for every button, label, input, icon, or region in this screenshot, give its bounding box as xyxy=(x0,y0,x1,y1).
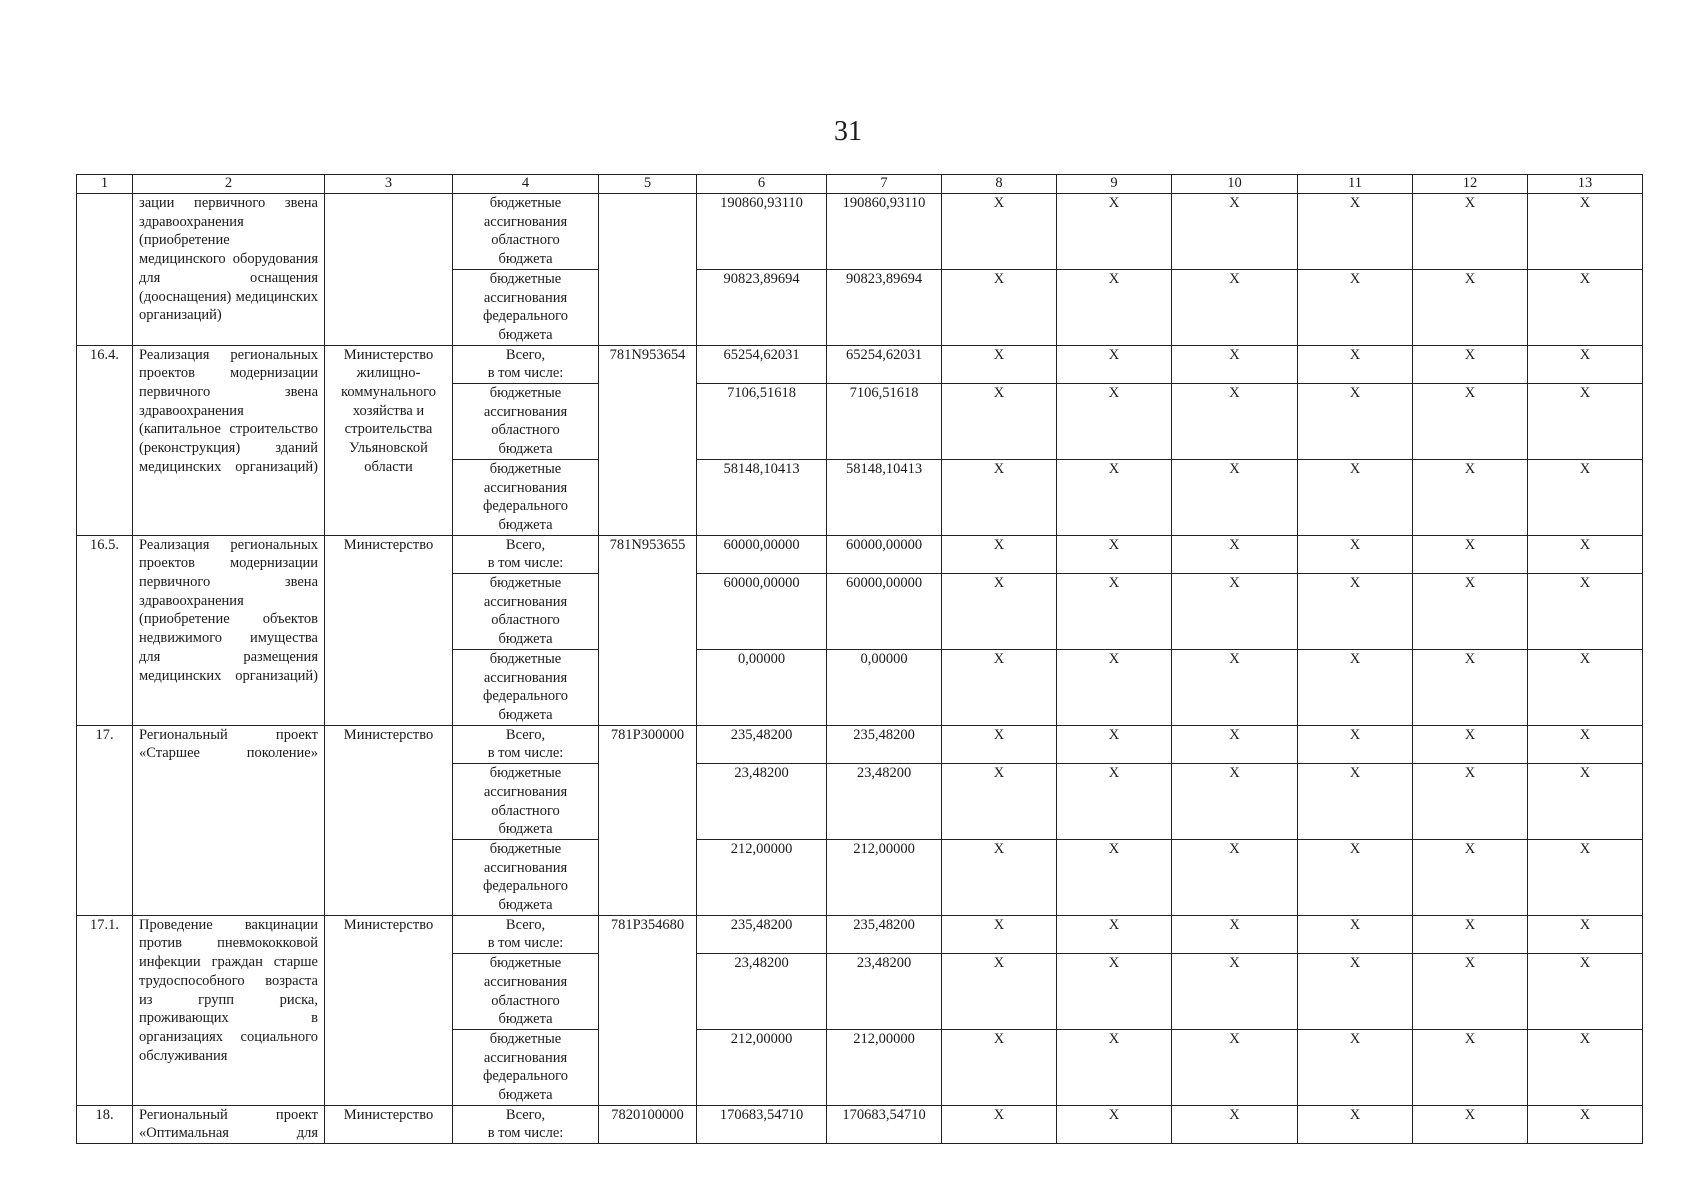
funding-source: бюджетные ассигнования федерального бюджета xyxy=(453,269,599,345)
x-mark-col-11: X xyxy=(1298,1029,1413,1105)
amount-col-6: 60000,00000 xyxy=(697,535,827,573)
amount-col-7: 65254,62031 xyxy=(827,345,942,383)
amount-col-7: 58148,10413 xyxy=(827,459,942,535)
funding-source: Всего, в том числе: xyxy=(453,725,599,763)
x-mark-col-8: X xyxy=(942,839,1057,915)
amount-col-7: 235,48200 xyxy=(827,725,942,763)
x-mark-col-10: X xyxy=(1172,764,1298,840)
x-mark-col-13: X xyxy=(1528,1105,1643,1143)
item-number: 17. xyxy=(77,725,133,915)
x-mark-col-8: X xyxy=(942,269,1057,345)
amount-col-6: 190860,93110 xyxy=(697,194,827,270)
x-mark-col-11: X xyxy=(1298,839,1413,915)
executor: Министерство xyxy=(325,915,453,1105)
x-mark-col-9: X xyxy=(1057,574,1172,650)
budget-code: 781N953654 xyxy=(599,345,697,535)
column-number-cell: 2 xyxy=(133,175,325,194)
x-mark-col-11: X xyxy=(1298,1105,1413,1143)
x-mark-col-11: X xyxy=(1298,194,1413,270)
amount-col-6: 90823,89694 xyxy=(697,269,827,345)
x-mark-col-9: X xyxy=(1057,1105,1172,1143)
x-mark-col-13: X xyxy=(1528,345,1643,383)
x-mark-col-10: X xyxy=(1172,839,1298,915)
item-number: 16.4. xyxy=(77,345,133,535)
amount-col-7: 60000,00000 xyxy=(827,535,942,573)
amount-col-6: 212,00000 xyxy=(697,839,827,915)
amount-col-7: 212,00000 xyxy=(827,1029,942,1105)
x-mark-col-9: X xyxy=(1057,764,1172,840)
x-mark-col-13: X xyxy=(1528,1029,1643,1105)
column-number-cell: 3 xyxy=(325,175,453,194)
amount-col-7: 212,00000 xyxy=(827,839,942,915)
funding-source: бюджетные ассигнования областного бюджета xyxy=(453,194,599,270)
amount-col-7: 7106,51618 xyxy=(827,384,942,460)
x-mark-col-12: X xyxy=(1413,345,1528,383)
x-mark-col-9: X xyxy=(1057,839,1172,915)
funding-source: бюджетные ассигнования федерального бюджета xyxy=(453,649,599,725)
amount-col-6: 7106,51618 xyxy=(697,384,827,460)
table-row xyxy=(77,535,1643,573)
funding-source: Всего, в том числе: xyxy=(453,1105,599,1143)
x-mark-col-10: X xyxy=(1172,459,1298,535)
x-mark-col-10: X xyxy=(1172,194,1298,270)
x-mark-col-9: X xyxy=(1057,384,1172,460)
amount-col-7: 235,48200 xyxy=(827,915,942,953)
x-mark-col-11: X xyxy=(1298,725,1413,763)
column-number-cell: 6 xyxy=(697,175,827,194)
x-mark-col-9: X xyxy=(1057,649,1172,725)
x-mark-col-10: X xyxy=(1172,535,1298,573)
x-mark-col-10: X xyxy=(1172,1029,1298,1105)
x-mark-col-8: X xyxy=(942,725,1057,763)
x-mark-col-11: X xyxy=(1298,649,1413,725)
x-mark-col-12: X xyxy=(1413,269,1528,345)
amount-col-6: 235,48200 xyxy=(697,725,827,763)
x-mark-col-12: X xyxy=(1413,194,1528,270)
amount-col-6: 23,48200 xyxy=(697,954,827,1030)
x-mark-col-13: X xyxy=(1528,764,1643,840)
executor: Министерство жилищно-коммунального хозяйства и строительства Ульяновской области xyxy=(325,345,453,535)
executor xyxy=(325,194,453,346)
item-number xyxy=(77,194,133,346)
budget-table xyxy=(76,174,1643,1144)
x-mark-col-13: X xyxy=(1528,649,1643,725)
column-number-cell: 8 xyxy=(942,175,1057,194)
executor: Министерство xyxy=(325,725,453,915)
column-number-cell: 5 xyxy=(599,175,697,194)
x-mark-col-10: X xyxy=(1172,345,1298,383)
x-mark-col-12: X xyxy=(1413,459,1528,535)
x-mark-col-12: X xyxy=(1413,725,1528,763)
x-mark-col-8: X xyxy=(942,459,1057,535)
amount-col-6: 235,48200 xyxy=(697,915,827,953)
x-mark-col-13: X xyxy=(1528,725,1643,763)
budget-code: 781P354680 xyxy=(599,915,697,1105)
column-number-cell: 1 xyxy=(77,175,133,194)
budget-table-body xyxy=(77,175,1643,1144)
x-mark-col-8: X xyxy=(942,915,1057,953)
x-mark-col-12: X xyxy=(1413,649,1528,725)
executor: Министерство xyxy=(325,535,453,725)
amount-col-6: 60000,00000 xyxy=(697,574,827,650)
x-mark-col-11: X xyxy=(1298,764,1413,840)
column-number-cell: 9 xyxy=(1057,175,1172,194)
x-mark-col-11: X xyxy=(1298,954,1413,1030)
x-mark-col-10: X xyxy=(1172,649,1298,725)
x-mark-col-13: X xyxy=(1528,269,1643,345)
amount-col-7: 170683,54710 xyxy=(827,1105,942,1143)
x-mark-col-9: X xyxy=(1057,459,1172,535)
x-mark-col-8: X xyxy=(942,649,1057,725)
table-row xyxy=(77,1105,1643,1143)
amount-col-6: 23,48200 xyxy=(697,764,827,840)
item-name: зации первичного звена здравоохранения (приобретение медицинского оборудования для оснащения (дооснащения) медицинских организаций) xyxy=(133,194,325,346)
x-mark-col-8: X xyxy=(942,574,1057,650)
budget-code: 781P300000 xyxy=(599,725,697,915)
x-mark-col-8: X xyxy=(942,954,1057,1030)
x-mark-col-8: X xyxy=(942,384,1057,460)
x-mark-col-10: X xyxy=(1172,384,1298,460)
x-mark-col-11: X xyxy=(1298,269,1413,345)
x-mark-col-13: X xyxy=(1528,459,1643,535)
column-number-cell: 10 xyxy=(1172,175,1298,194)
amount-col-7: 60000,00000 xyxy=(827,574,942,650)
x-mark-col-10: X xyxy=(1172,915,1298,953)
x-mark-col-9: X xyxy=(1057,1029,1172,1105)
funding-source: бюджетные ассигнования федерального бюджета xyxy=(453,459,599,535)
x-mark-col-12: X xyxy=(1413,384,1528,460)
item-name: Реализация региональных проектов модернизации первичного звена здравоохранения (приобретение объектов недвижимого имущества для размещения медицинских организаций) xyxy=(133,535,325,725)
x-mark-col-11: X xyxy=(1298,915,1413,953)
column-number-cell: 13 xyxy=(1528,175,1643,194)
x-mark-col-8: X xyxy=(942,535,1057,573)
x-mark-col-8: X xyxy=(942,194,1057,270)
x-mark-col-12: X xyxy=(1413,915,1528,953)
table-row xyxy=(77,915,1643,953)
budget-code: 781N953655 xyxy=(599,535,697,725)
amount-col-7: 190860,93110 xyxy=(827,194,942,270)
x-mark-col-10: X xyxy=(1172,954,1298,1030)
x-mark-col-13: X xyxy=(1528,574,1643,650)
x-mark-col-13: X xyxy=(1528,194,1643,270)
amount-col-7: 23,48200 xyxy=(827,954,942,1030)
x-mark-col-9: X xyxy=(1057,194,1172,270)
x-mark-col-10: X xyxy=(1172,725,1298,763)
x-mark-col-12: X xyxy=(1413,1029,1528,1105)
x-mark-col-8: X xyxy=(942,1029,1057,1105)
amount-col-6: 170683,54710 xyxy=(697,1105,827,1143)
x-mark-col-12: X xyxy=(1413,574,1528,650)
x-mark-col-9: X xyxy=(1057,725,1172,763)
funding-source: Всего, в том числе: xyxy=(453,345,599,383)
x-mark-col-12: X xyxy=(1413,535,1528,573)
budget-code xyxy=(599,194,697,346)
amount-col-6: 212,00000 xyxy=(697,1029,827,1105)
x-mark-col-9: X xyxy=(1057,269,1172,345)
item-number: 16.5. xyxy=(77,535,133,725)
x-mark-col-12: X xyxy=(1413,839,1528,915)
amount-col-7: 0,00000 xyxy=(827,649,942,725)
amount-col-6: 0,00000 xyxy=(697,649,827,725)
x-mark-col-9: X xyxy=(1057,535,1172,573)
x-mark-col-8: X xyxy=(942,764,1057,840)
x-mark-col-11: X xyxy=(1298,384,1413,460)
item-name: Проведение вакцинации против пневмококковой инфекции граждан старше трудоспособного возраста из групп риска, проживающих в организациях социального обслуживания xyxy=(133,915,325,1105)
column-number-cell: 7 xyxy=(827,175,942,194)
funding-source: Всего, в том числе: xyxy=(453,535,599,573)
funding-source: Всего, в том числе: xyxy=(453,915,599,953)
item-name: Региональный проект «Старшее поколение» xyxy=(133,725,325,915)
amount-col-6: 58148,10413 xyxy=(697,459,827,535)
column-number-row xyxy=(77,175,1643,194)
x-mark-col-13: X xyxy=(1528,915,1643,953)
column-number-cell: 4 xyxy=(453,175,599,194)
amount-col-7: 90823,89694 xyxy=(827,269,942,345)
item-number: 17.1. xyxy=(77,915,133,1105)
x-mark-col-13: X xyxy=(1528,839,1643,915)
executor: Министерство xyxy=(325,1105,453,1143)
x-mark-col-11: X xyxy=(1298,459,1413,535)
amount-col-6: 65254,62031 xyxy=(697,345,827,383)
funding-source: бюджетные ассигнования федерального бюджета xyxy=(453,1029,599,1105)
item-number: 18. xyxy=(77,1105,133,1143)
funding-source: бюджетные ассигнования областного бюджета xyxy=(453,384,599,460)
x-mark-col-9: X xyxy=(1057,954,1172,1030)
x-mark-col-11: X xyxy=(1298,574,1413,650)
column-number-cell: 11 xyxy=(1298,175,1413,194)
amount-col-7: 23,48200 xyxy=(827,764,942,840)
x-mark-col-12: X xyxy=(1413,954,1528,1030)
funding-source: бюджетные ассигнования областного бюджета xyxy=(453,764,599,840)
x-mark-col-12: X xyxy=(1413,764,1528,840)
column-number-cell: 12 xyxy=(1413,175,1528,194)
x-mark-col-11: X xyxy=(1298,535,1413,573)
x-mark-col-9: X xyxy=(1057,345,1172,383)
table-row xyxy=(77,725,1643,763)
x-mark-col-10: X xyxy=(1172,574,1298,650)
x-mark-col-11: X xyxy=(1298,345,1413,383)
funding-source: бюджетные ассигнования областного бюджета xyxy=(453,954,599,1030)
x-mark-col-8: X xyxy=(942,1105,1057,1143)
x-mark-col-13: X xyxy=(1528,954,1643,1030)
page-number: 31 xyxy=(834,116,862,147)
budget-code: 7820100000 xyxy=(599,1105,697,1143)
x-mark-col-12: X xyxy=(1413,1105,1528,1143)
table-row xyxy=(77,194,1643,270)
x-mark-col-10: X xyxy=(1172,1105,1298,1143)
funding-source: бюджетные ассигнования федерального бюджета xyxy=(453,839,599,915)
item-name: Реализация региональных проектов модернизации первичного звена здравоохранения (капитальное строительство (реконструкция) зданий медицинских организаций) xyxy=(133,345,325,535)
x-mark-col-9: X xyxy=(1057,915,1172,953)
x-mark-col-13: X xyxy=(1528,535,1643,573)
x-mark-col-10: X xyxy=(1172,269,1298,345)
funding-source: бюджетные ассигнования областного бюджета xyxy=(453,574,599,650)
table-row xyxy=(77,345,1643,383)
x-mark-col-8: X xyxy=(942,345,1057,383)
item-name: Региональный проект «Оптимальная для xyxy=(133,1105,325,1143)
x-mark-col-13: X xyxy=(1528,384,1643,460)
